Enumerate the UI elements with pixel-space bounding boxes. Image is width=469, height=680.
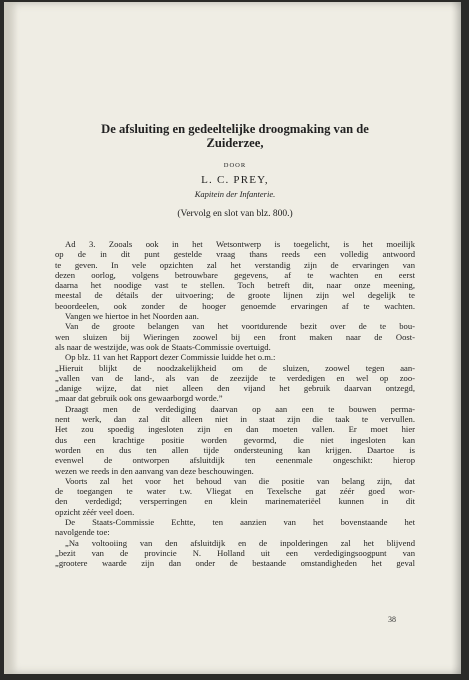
body-line: Vangen we hiertoe in het Noorden aan. bbox=[65, 311, 199, 322]
book-page bbox=[4, 2, 461, 674]
body-line: dezen oorlog, volgens betrouwbare gegevens, af te wachten en eerst bbox=[55, 269, 415, 280]
body-line: navolgende toe: bbox=[55, 527, 110, 538]
body-line: Van de groote belangen van het voortdurende bezit over de te bou- bbox=[65, 321, 415, 332]
body-line: Het zou spoedig ingesloten zijn en dan moeten vallen. Er moet hier bbox=[55, 424, 415, 435]
body-line: Draagt men de verdediging daarvan op aan een te bouwen perma- bbox=[65, 403, 415, 414]
article-title-line-2: Zuiderzee, bbox=[206, 136, 264, 150]
body-line: „Na voltooiing van den afsluitdijk en de inpolderingen zal het blijvend bbox=[65, 537, 415, 548]
article-content bbox=[55, 122, 415, 569]
body-line: Ad 3. Zooals ook in het Wetsontwerp is toegelicht, is het moeilijk bbox=[65, 239, 415, 249]
continuation-note: (Vervolg en slot van blz. 800.) bbox=[177, 209, 293, 219]
page-number: 38 bbox=[388, 615, 396, 624]
body-line: wezen we reeds in den aanvang van deze beschouwingen. bbox=[55, 465, 254, 476]
author-name: L. C. PREY, bbox=[201, 174, 269, 186]
body-line: daarna het noodige vast te stellen. Toch betreft dit, naar onze meening, bbox=[55, 280, 415, 291]
body-line: opzicht zéér veel doen. bbox=[55, 506, 135, 517]
article-title bbox=[55, 122, 415, 150]
body-line: de toegangen te water t.w. Vliegat en Texelsche gat zéér goed wor- bbox=[55, 486, 415, 497]
body-line: „grootere waarde zijn dan onder de bestaande omstandigheden het geval bbox=[55, 558, 415, 569]
body-line: „vallen van de land-, als van de zeezijde te verdedigen en wel op zoo- bbox=[55, 372, 415, 383]
author-rank: Kapitein der Infanterie. bbox=[194, 189, 276, 199]
body-line: meestal de détails der uitvoering; de groote lijnen zijn wel degelijk te bbox=[55, 290, 415, 301]
body-line: De Staats-Commissie Echtte, ten aanzien van het bovenstaande het bbox=[65, 517, 415, 528]
body-line: evenwel de ontworpen afsluitdijk ten eenenmale ongeschikt: hierop bbox=[55, 455, 415, 466]
byline-door: DOOR bbox=[223, 162, 247, 169]
body-line: nent werk, dan zal dit alleen niet in staat zijn die taak te vervullen. bbox=[55, 414, 415, 425]
body-line: beoordeelen, ook zonder de hooger genoemde ervaringen af te wachten. bbox=[55, 300, 415, 311]
body-line: als naar de westzijde, was ook de Staats-Commissie overtuigd. bbox=[55, 341, 271, 352]
page-edge-shadow bbox=[451, 2, 461, 674]
article-title-line-1: De afsluiting en gedeeltelijke droogmaking van de bbox=[101, 122, 369, 136]
body-line: dus een krachtige positie worden gevormd, die niet ingesloten kan bbox=[55, 434, 415, 445]
body-line: „maar dat gebruik ook ons gewaarborgd worde.” bbox=[55, 393, 223, 404]
body-line: wen sluizen bij Wieringen zoowel bij een front maken naar de Oost- bbox=[55, 331, 415, 342]
body-line: „Hieruit blijkt de noodzakelijkheid om de sluizen, zoowel tegen aan- bbox=[55, 362, 415, 373]
body-line: Voorts zal het voor het behoud van die positie van belang zijn, dat bbox=[65, 475, 415, 486]
article-body bbox=[55, 239, 415, 569]
body-line: „danige wijze, dat niet alleen den vijand het gebruik daarvan ontzegd, bbox=[55, 383, 415, 394]
body-line: te geven. In vele opzichten zal het verstandig zijn de ervaringen van bbox=[55, 259, 415, 270]
body-line: op de in dit punt gestelde vraag thans reeds een volledig antwoord bbox=[55, 249, 415, 260]
body-line: Op blz. 11 van het Rapport dezer Commissie luidde het o.m.: bbox=[65, 352, 276, 363]
body-line: „bezit van de provincie N. Holland uit een verdedigingsoogpunt van bbox=[55, 547, 415, 558]
body-line: worden en dus ten allen tijde ondersteuning kan krijgen. Daartoe is bbox=[55, 444, 415, 455]
body-line: den verdedigd; versperringen en klein marinemateriëel kunnen in dit bbox=[55, 496, 415, 507]
